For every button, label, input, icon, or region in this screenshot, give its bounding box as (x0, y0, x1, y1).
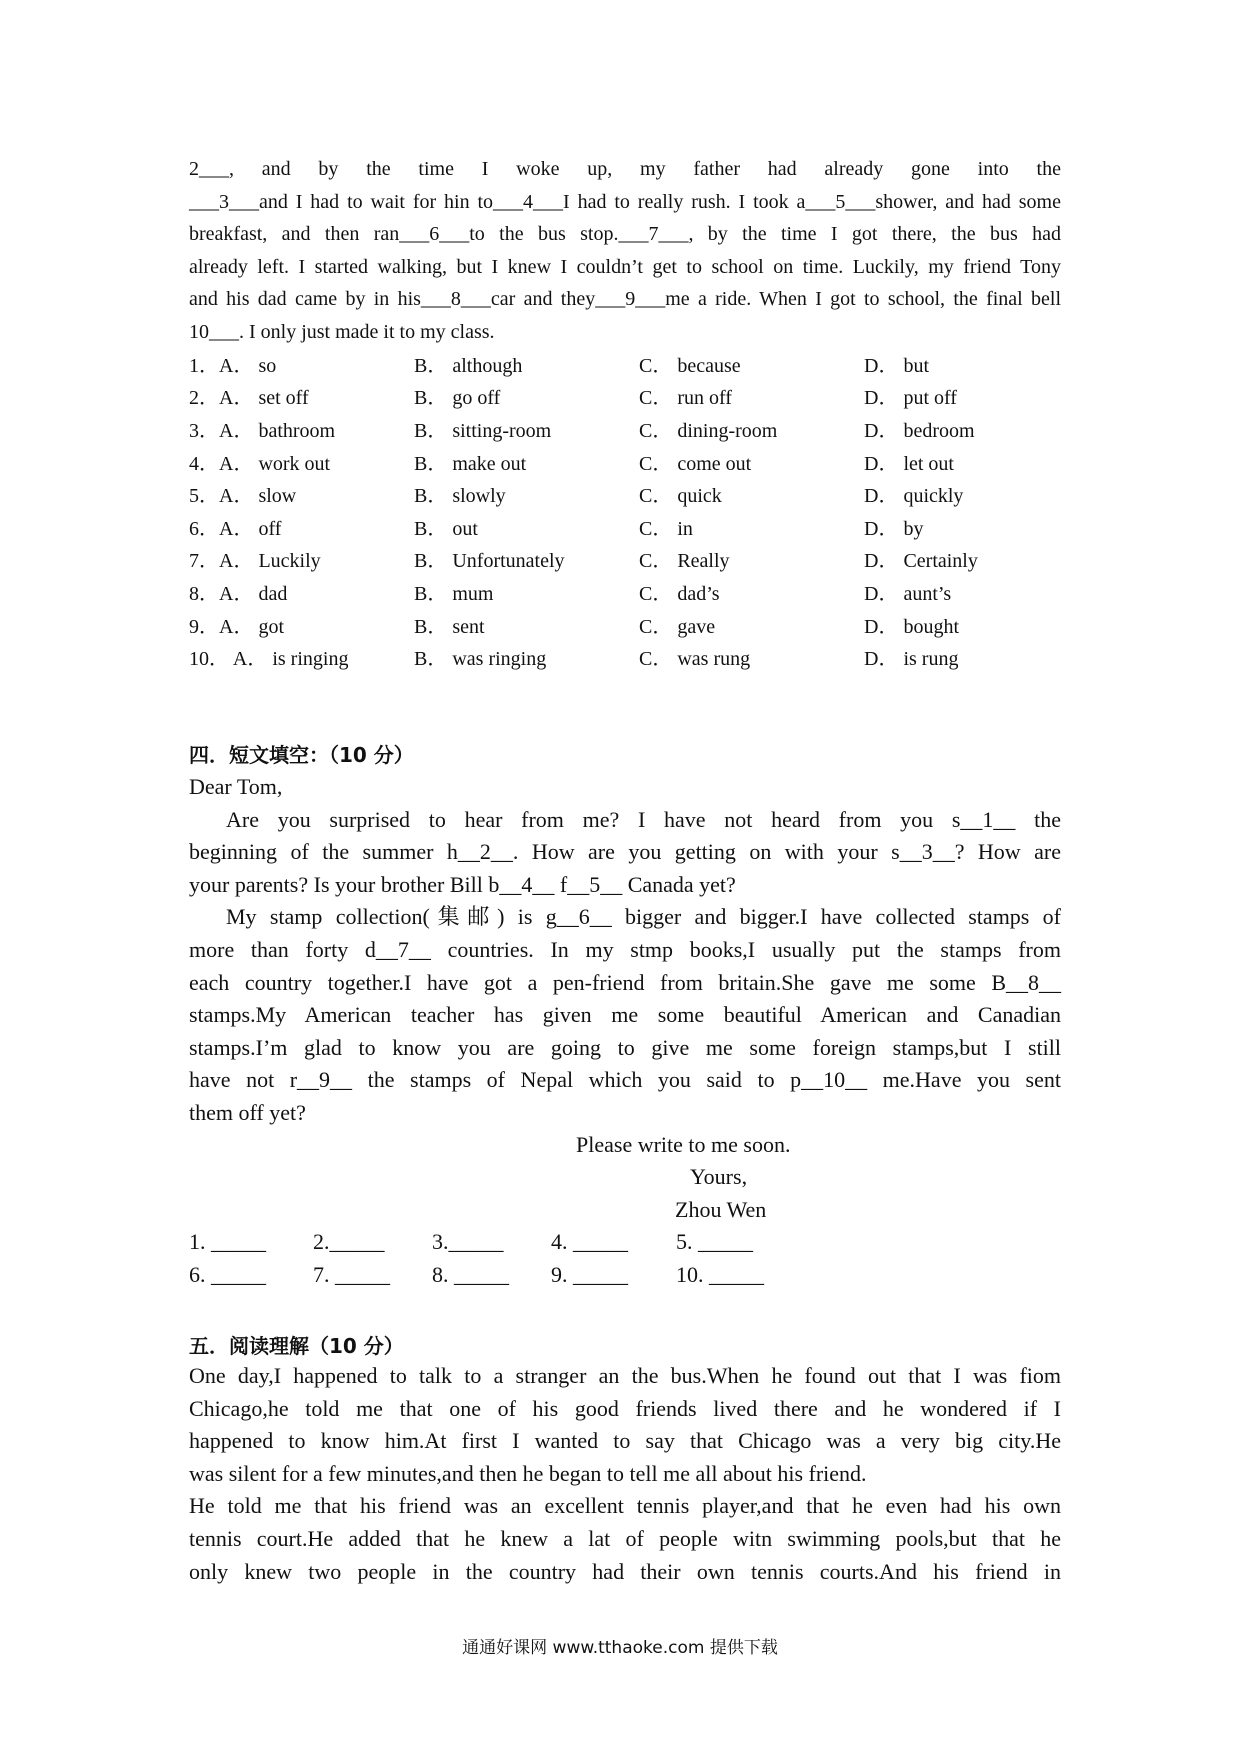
answer-blank[interactable]: 8. _____ (432, 1261, 509, 1287)
option-row (189, 575, 1061, 608)
answer-blank[interactable]: 7. _____ (313, 1261, 390, 1287)
option: B． sent (414, 615, 485, 638)
option-row (189, 477, 1061, 510)
option: B． was ringing (414, 648, 547, 671)
letter-line: have not r__9__ the stamps of Nepal which you said to p__10__ me.Have you sent (189, 1067, 1061, 1093)
letter-closing: Please write to me soon. (576, 1132, 791, 1157)
option: C． in (639, 517, 693, 540)
option: 3．A． bathroom (189, 419, 336, 442)
letter-line: stamps.My American teacher has given me some beautiful American and Canadian (189, 1002, 1061, 1028)
option-row (189, 543, 1061, 576)
letter-line: My stamp collection(集邮) is g__6__ bigger and bigger.I have collected stamps of (226, 904, 1061, 930)
option: B． although (414, 354, 523, 377)
letter-signature: Zhou Wen (675, 1197, 767, 1222)
option: B． mum (414, 582, 494, 605)
option-row (189, 380, 1061, 413)
reading-passage (189, 1360, 1061, 1588)
answer-blank[interactable]: 4. _____ (551, 1229, 628, 1255)
option: D． quickly (864, 485, 964, 508)
answer-row (189, 1259, 764, 1292)
answer-blank[interactable]: 3._____ (432, 1229, 504, 1255)
option: 7．A． Luckily (189, 550, 321, 573)
answer-blank[interactable]: 5. _____ (676, 1229, 753, 1255)
page-footer: 通通好课网 www.tthaoke.com 提供下载 (462, 1638, 778, 1658)
option-row (189, 445, 1061, 478)
option-row (189, 640, 1061, 673)
option: C． run off (639, 387, 732, 410)
option: B． Unfortunately (414, 550, 565, 573)
option: D． put off (864, 387, 957, 410)
cloze-line: and his dad came by in his___8___car and they___9___me a ride. When I got to school, the final bell (189, 288, 1061, 310)
letter-line: them off yet? (189, 1099, 306, 1125)
option: C． gave (639, 615, 716, 638)
option: 4．A． work out (189, 452, 331, 475)
passage-line: tennis court.He added that he knew a lat of people witn swimming pools,but that he (189, 1525, 1061, 1551)
option-row (189, 510, 1061, 543)
letter (189, 771, 1061, 1130)
option: 1．A． so (189, 354, 277, 377)
letter-line: each country together.I have got a pen-friend from britain.She gave me some B__8__ (189, 969, 1061, 995)
option: 10． A． is ringing (189, 648, 349, 671)
cloze-line: already left. I started walking, but I knew I couldn’t get to school on time. Luckily, my friend Tony (189, 255, 1061, 278)
answer-blank[interactable]: 1. _____ (189, 1229, 266, 1255)
option: B． sitting-room (414, 419, 552, 442)
cloze-line: breakfast, and then ran___6___to the bus stop.___7___, by the time I got there, the bus had (189, 223, 1061, 245)
option: B． make out (414, 452, 527, 475)
option: B． go off (414, 387, 501, 410)
passage-line: was silent for a few minutes,and then he began to tell me all about his friend. (189, 1460, 867, 1486)
cloze-line: 2___, and by the time I woke up, my father had already gone into the (189, 158, 1061, 180)
option: C． because (639, 354, 741, 377)
option: 5．A． slow (189, 485, 297, 508)
option: D． bought (864, 615, 959, 638)
option: D． Certainly (864, 550, 978, 573)
option-row (189, 412, 1061, 445)
option: D． bedroom (864, 419, 975, 442)
passage-line: only knew two people in the country had their own tennis courts.And his friend in (189, 1558, 1061, 1584)
passage-line: Chicago,he told me that one of his good friends lived there and he wondered if I (189, 1395, 1061, 1421)
option: B． slowly (414, 485, 506, 508)
answer-blanks (189, 1226, 764, 1291)
answer-blank[interactable]: 6. _____ (189, 1261, 266, 1287)
answer-row (189, 1226, 764, 1259)
letter-line: your parents? Is your brother Bill b__4__ f__5__ Canada yet? (189, 871, 736, 897)
option: B． out (414, 517, 478, 540)
cloze-line: 10___. I only just made it to my class. (189, 320, 495, 343)
section-4-heading: 四．短文填空：（10 分） (189, 743, 414, 767)
salutation: Dear Tom, (189, 774, 283, 799)
answer-blank[interactable]: 9. _____ (551, 1261, 628, 1287)
cloze-options (189, 347, 1061, 673)
option: 9．A． got (189, 615, 284, 638)
answer-blank[interactable]: 2._____ (313, 1229, 385, 1255)
letter-line: Are you surprised to hear from me? I have not heard from you s__1__ the (226, 806, 1061, 832)
option-row (189, 347, 1061, 380)
option: D． aunt’s (864, 582, 952, 605)
letter-yours: Yours, (690, 1164, 748, 1189)
letter-line: more than forty d__7__ countries. In my stmp books,I usually put the stamps from (189, 936, 1061, 962)
option: C． dad’s (639, 582, 720, 605)
option: C． dining-room (639, 419, 778, 442)
option-row (189, 608, 1061, 641)
option: C． come out (639, 452, 752, 475)
passage-line: He told me that his friend was an excellent tennis player,and that he even had his own (189, 1493, 1061, 1519)
answer-blank[interactable]: 10. _____ (676, 1261, 764, 1287)
cloze-line: ___3___and I had to wait for hin to___4___I had to really rush. I took a___5___shower, and had some (189, 190, 1061, 213)
cloze-passage (189, 153, 1061, 348)
option: D． by (864, 517, 924, 540)
section-5-heading: 五．阅读理解（10 分） (189, 1334, 404, 1358)
letter-line: beginning of the summer h__2__. How are you getting on with your s__3__? How are (189, 839, 1061, 865)
option: 2．A． set off (189, 387, 309, 410)
letter-line: stamps.I’m glad to know you are going to give me some foreign stamps,but I still (189, 1034, 1061, 1060)
passage-line: happened to know him.At first I wanted to say that Chicago was a very big city.He (189, 1428, 1061, 1454)
option: D． let out (864, 452, 954, 475)
option: 6．A． off (189, 517, 282, 540)
option: C． was rung (639, 648, 751, 671)
option: C． Really (639, 550, 730, 573)
option: D． is rung (864, 648, 959, 671)
option: C． quick (639, 485, 722, 508)
option: D． but (864, 354, 929, 377)
option: 8．A． dad (189, 582, 288, 605)
passage-line: One day,I happened to talk to a stranger an the bus.When he found out that I was fiom (189, 1363, 1061, 1388)
